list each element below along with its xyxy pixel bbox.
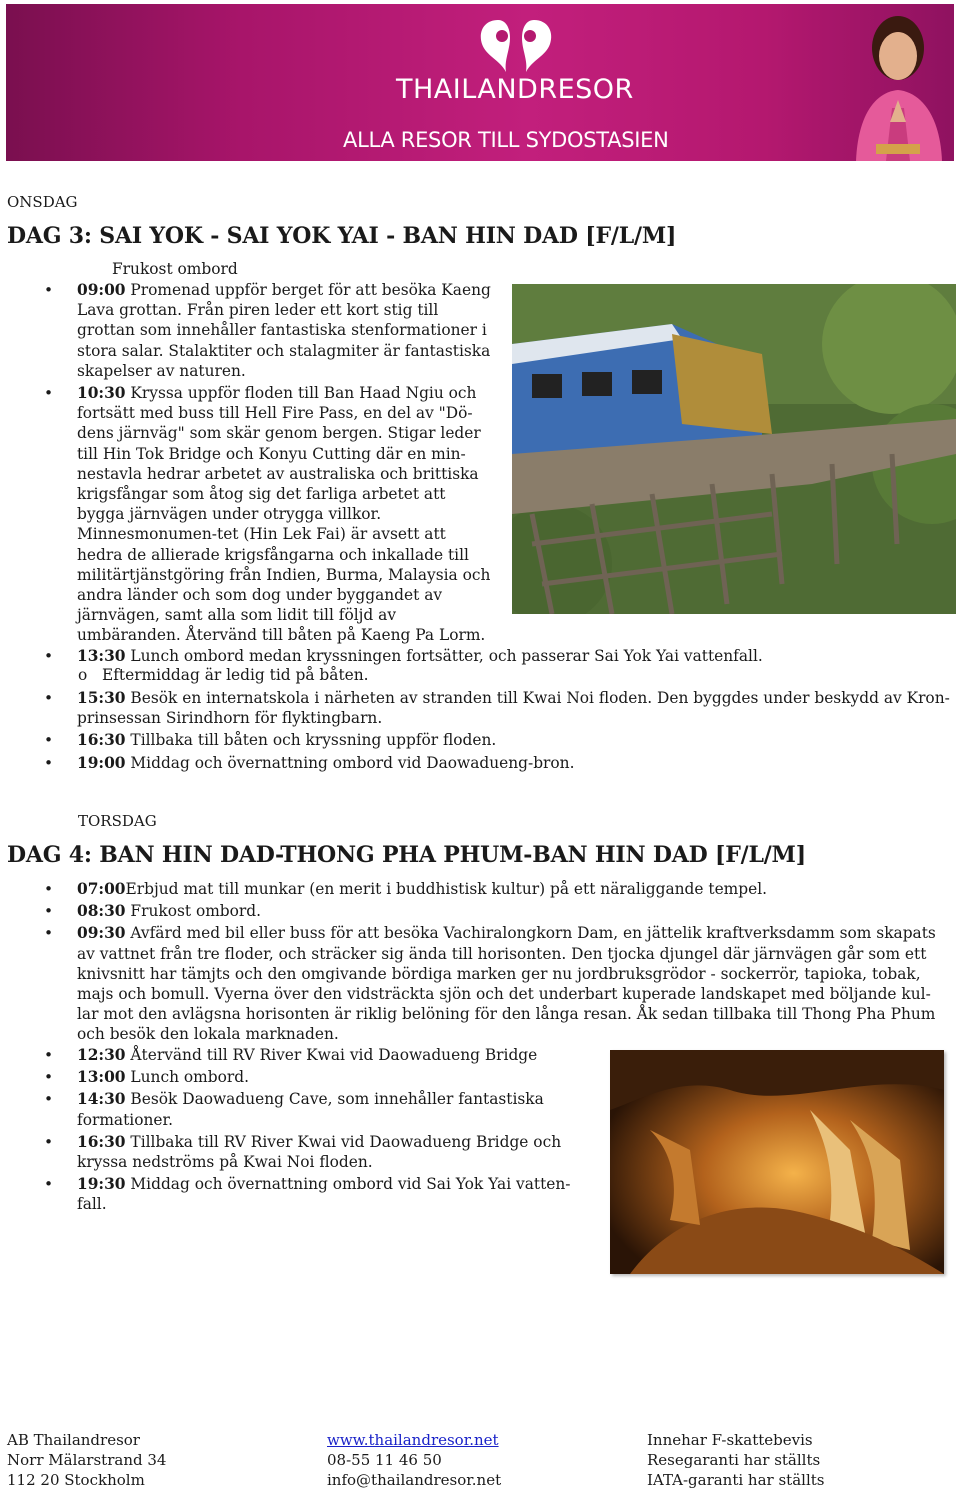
street-address: Norr Mälarstrand 34	[7, 1451, 167, 1469]
item-text: Lunch ombord medan kryssningen fortsätter, och passerar Sai Yok Yai vattenfall.	[125, 647, 763, 665]
item-time: 12:30	[77, 1046, 126, 1064]
footer-guarantees	[647, 1430, 824, 1490]
postal-city: 112 20 Stockholm	[7, 1471, 145, 1489]
item-time: 10:30	[77, 384, 126, 403]
iata-guarantee-note: IATA-garanti har ställts	[647, 1471, 825, 1489]
schedule-item	[6, 646, 956, 666]
item-text: Avfärd med bil eller buss för att besöka Vachiralongkorn Dam, en jättelik kraftverksdamm som skapats av vattnet från tre floder, och sträcker sig ända till horisonten. Den tjocka djungel där järnvägen går som ett knivsnitt har tämjts och den omgivande bördiga marken ger nu jordbruksgrödor - sockerrör, tapioka, tobak, majs och bomull. Vyerna över den vidsträckta sjön och det underbart kuperade landskapet med böljande kul-lar mot den avlägsna horisonten är riklig belöning för den långa resan. Åk sedan tillbaka till Thong Pha Phum och besök den lokala marknaden.	[77, 924, 936, 1044]
day3-schedule-part3	[6, 688, 951, 773]
company-name: AB Thailandresor	[7, 1431, 140, 1449]
item-text: Tillbaka till båten och kryssning uppför floden.	[125, 731, 497, 750]
item-text: Frukost ombord.	[125, 902, 262, 921]
email-address: info@thailandresor.net	[327, 1471, 502, 1489]
item-time: 07:00	[77, 880, 126, 898]
item-text: Middag och övernattning ombord vid Sai Yok Yai vatten-fall.	[77, 1175, 571, 1214]
sub-item-marker: o	[78, 666, 88, 684]
schedule-item	[6, 1067, 576, 1087]
weekday-label: TORSDAG	[78, 812, 157, 830]
schedule-item	[6, 688, 951, 728]
schedule-item	[6, 1089, 576, 1129]
item-time: 09:00	[77, 281, 126, 299]
footer-contact	[327, 1430, 501, 1490]
item-time: 08:30	[77, 902, 126, 921]
item-text: Kryssa uppför floden till Ban Haad Ngiu och fortsätt med buss till Hell Fire Pass, en del av "Dö-dens järnväg" som skär genom bergen. Stigar leder till Hin Tok Bridge och Konyu Cutting där en min-nestavla hedrar arbetet av australiska och brittiska krigsfångar som åtog sig det farliga arbetet att bygga järnvägen under otrygga villkor. Minnesmonumen-tet (Hin Lek Fai) är avsett att hedra de allierade krigsfångarna och inkallade till militärtjänstgöring från Indien, Burma, Malaysia och andra länder och som dog under byggandet av järnvägen, samt alla som lidit till följd av umbäranden. Återvänd till båten på Kaeng Pa Lorm.	[77, 384, 491, 645]
schedule-item	[6, 1174, 576, 1214]
item-time: 14:30	[77, 1090, 126, 1109]
sub-item-text: Eftermiddag är ledig tid på båten.	[101, 666, 369, 684]
day-heading: DAG 3: SAI YOK - SAI YOK YAI - BAN HIN DAD [F/L/M]	[7, 223, 677, 249]
item-time: 19:30	[77, 1175, 126, 1194]
item-time: 16:30	[77, 1132, 126, 1151]
day4-schedule-part2	[6, 1045, 576, 1215]
cave-image	[610, 1050, 944, 1274]
item-text: Middag och övernattning ombord vid Daowadueng-bron.	[125, 753, 575, 772]
phone-number: 08-55 11 46 50	[327, 1451, 442, 1469]
item-text: Tillbaka till RV River Kwai vid Daowadueng Bridge och kryssa nedströms på Kwai Noi floden.	[77, 1132, 562, 1172]
day3-schedule-part1	[6, 280, 496, 646]
schedule-item	[6, 753, 951, 773]
heart-logo-icon	[476, 16, 556, 78]
item-text: Erbjud mat till munkar (en merit i buddhistisk kultur) på ett näraliggande tempel.	[125, 880, 768, 898]
footer-company	[7, 1430, 166, 1490]
tax-note: Innehar F-skattebevis	[647, 1431, 813, 1449]
item-text: Återvänd till RV River Kwai vid Daowadueng Bridge	[125, 1046, 538, 1064]
schedule-item	[6, 730, 951, 750]
day-heading: DAG 4: BAN HIN DAD-THONG PHA PHUM-BAN HIN DAD [F/L/M]	[7, 842, 806, 868]
brand-name: THAILANDRESOR	[396, 74, 634, 105]
website-link[interactable]: www.thailandresor.net	[327, 1431, 499, 1449]
train-on-bridge-image	[512, 284, 956, 614]
travel-guarantee-note: Resegaranti har ställts	[647, 1451, 821, 1469]
brand-tagline: ALLA RESOR TILL SYDOSTASIEN	[343, 128, 669, 152]
cave-photo	[610, 1050, 944, 1274]
item-time: 15:30	[77, 689, 126, 707]
schedule-item	[6, 1132, 576, 1172]
item-time: 19:00	[77, 753, 126, 772]
greeting-woman-image	[836, 4, 954, 161]
item-time: 16:30	[77, 731, 126, 750]
railway-bridge-photo	[512, 284, 956, 614]
item-text: Promenad uppför berget för att besöka Kaeng Lava grottan. Från piren leder ett kort stig till grottan som innehåller fantastiska stenformationer i stora salar. Stalaktiter och stalagmiter är fantastiska skapelser av naturen.	[77, 281, 491, 380]
item-text: Besök en internatskola i närheten av stranden till Kwai Noi floden. Den byggdes under beskydd av Kron-prinsessan Sirindhorn för flyktingbarn.	[77, 689, 950, 728]
item-time: 09:30	[77, 924, 126, 943]
schedule-item	[6, 383, 496, 646]
day4-schedule-part1	[6, 879, 951, 1045]
breakfast-note: Frukost ombord	[112, 260, 238, 278]
schedule-item	[6, 923, 951, 1044]
item-text: Besök Daowadueng Cave, som innehåller fantastiska formationer.	[77, 1090, 544, 1129]
schedule-item	[6, 1045, 576, 1065]
day3-schedule-part2	[6, 646, 956, 666]
sub-item	[78, 666, 369, 684]
schedule-item	[6, 901, 951, 921]
item-time: 13:00	[77, 1068, 126, 1087]
schedule-item	[6, 280, 496, 381]
header-banner	[6, 4, 954, 161]
schedule-item	[6, 879, 951, 899]
weekday-label: ONSDAG	[7, 193, 78, 211]
item-time: 13:30	[77, 647, 126, 665]
item-text: Lunch ombord.	[125, 1068, 249, 1087]
